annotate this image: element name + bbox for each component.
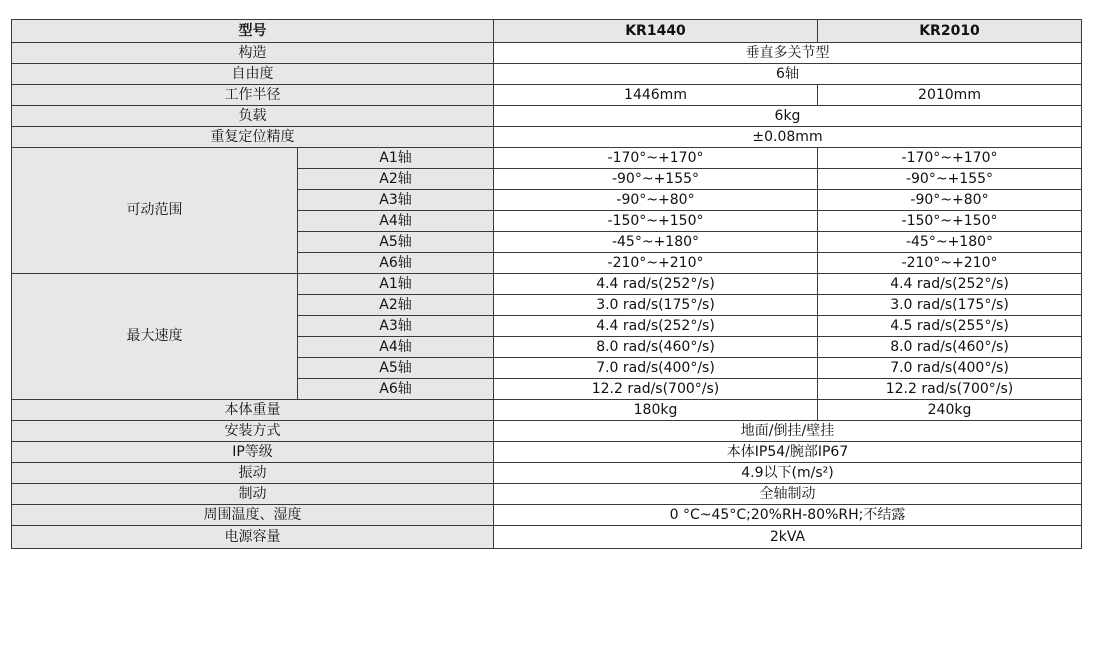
row-value: -150°~+150°	[818, 211, 1082, 232]
table-row	[12, 526, 1082, 549]
row-value: 7.0 rad/s(400°/s)	[494, 358, 818, 379]
row-value: -45°~+180°	[818, 232, 1082, 253]
row-value: ±0.08mm	[494, 127, 1082, 148]
row-label: 构造	[12, 43, 494, 64]
axis-label: A6轴	[298, 379, 494, 400]
axis-label: A3轴	[298, 190, 494, 211]
spec-table	[11, 19, 1082, 549]
row-value: 地面/倒挂/壁挂	[494, 421, 1082, 442]
table-row	[12, 148, 1082, 169]
row-value: -90°~+80°	[818, 190, 1082, 211]
row-label: 振动	[12, 463, 494, 484]
row-value: 6轴	[494, 64, 1082, 85]
row-value: 240kg	[818, 400, 1082, 421]
row-value: 4.4 rad/s(252°/s)	[818, 274, 1082, 295]
axis-label: A5轴	[298, 358, 494, 379]
table-row	[12, 85, 1082, 106]
row-label: 周围温度、湿度	[12, 505, 494, 526]
table-row	[12, 421, 1082, 442]
row-value: 3.0 rad/s(175°/s)	[494, 295, 818, 316]
row-value: 4.4 rad/s(252°/s)	[494, 316, 818, 337]
header-row	[12, 20, 1082, 43]
row-value: -90°~+80°	[494, 190, 818, 211]
row-value: 180kg	[494, 400, 818, 421]
row-value: 12.2 rad/s(700°/s)	[818, 379, 1082, 400]
axis-label: A1轴	[298, 274, 494, 295]
row-value: 7.0 rad/s(400°/s)	[818, 358, 1082, 379]
row-value: -210°~+210°	[818, 253, 1082, 274]
row-label: 工作半径	[12, 85, 494, 106]
row-value: 全轴制动	[494, 484, 1082, 505]
row-value: 6kg	[494, 106, 1082, 127]
row-label: 电源容量	[12, 526, 494, 549]
row-value: -170°~+170°	[494, 148, 818, 169]
row-value: -90°~+155°	[494, 169, 818, 190]
header-label: 型号	[12, 20, 494, 43]
axis-label: A2轴	[298, 295, 494, 316]
model-kr2010: KR2010	[818, 20, 1082, 43]
table-row	[12, 505, 1082, 526]
table-row	[12, 127, 1082, 148]
axis-label: A6轴	[298, 253, 494, 274]
table-row	[12, 400, 1082, 421]
row-label: 本体重量	[12, 400, 494, 421]
table-row	[12, 64, 1082, 85]
table-row	[12, 442, 1082, 463]
row-value: 2kVA	[494, 526, 1082, 549]
axis-label: A3轴	[298, 316, 494, 337]
row-label: 安装方式	[12, 421, 494, 442]
row-value: -210°~+210°	[494, 253, 818, 274]
row-label: 负载	[12, 106, 494, 127]
model-kr1440: KR1440	[494, 20, 818, 43]
table-row	[12, 43, 1082, 64]
row-value: 4.5 rad/s(255°/s)	[818, 316, 1082, 337]
row-value: 12.2 rad/s(700°/s)	[494, 379, 818, 400]
row-value: 4.4 rad/s(252°/s)	[494, 274, 818, 295]
row-value: 8.0 rad/s(460°/s)	[818, 337, 1082, 358]
table-row	[12, 274, 1082, 295]
group-label-motion-range: 可动范围	[12, 148, 298, 274]
axis-label: A4轴	[298, 211, 494, 232]
row-value: -45°~+180°	[494, 232, 818, 253]
axis-label: A5轴	[298, 232, 494, 253]
axis-label: A2轴	[298, 169, 494, 190]
row-label: 自由度	[12, 64, 494, 85]
row-value: 0 °C~45°C;20%RH-80%RH;不结露	[494, 505, 1082, 526]
row-value: -90°~+155°	[818, 169, 1082, 190]
axis-label: A1轴	[298, 148, 494, 169]
row-value: 本体IP54/腕部IP67	[494, 442, 1082, 463]
row-value: 3.0 rad/s(175°/s)	[818, 295, 1082, 316]
table-row	[12, 484, 1082, 505]
row-label: IP等级	[12, 442, 494, 463]
table-row	[12, 106, 1082, 127]
row-value: -150°~+150°	[494, 211, 818, 232]
row-value: 8.0 rad/s(460°/s)	[494, 337, 818, 358]
row-value: 2010mm	[818, 85, 1082, 106]
group-label-max-speed: 最大速度	[12, 274, 298, 400]
row-label: 制动	[12, 484, 494, 505]
row-value: 1446mm	[494, 85, 818, 106]
row-value: 4.9以下(m/s²)	[494, 463, 1082, 484]
row-label: 重复定位精度	[12, 127, 494, 148]
row-value: 垂直多关节型	[494, 43, 1082, 64]
axis-label: A4轴	[298, 337, 494, 358]
table-row	[12, 463, 1082, 484]
row-value: -170°~+170°	[818, 148, 1082, 169]
